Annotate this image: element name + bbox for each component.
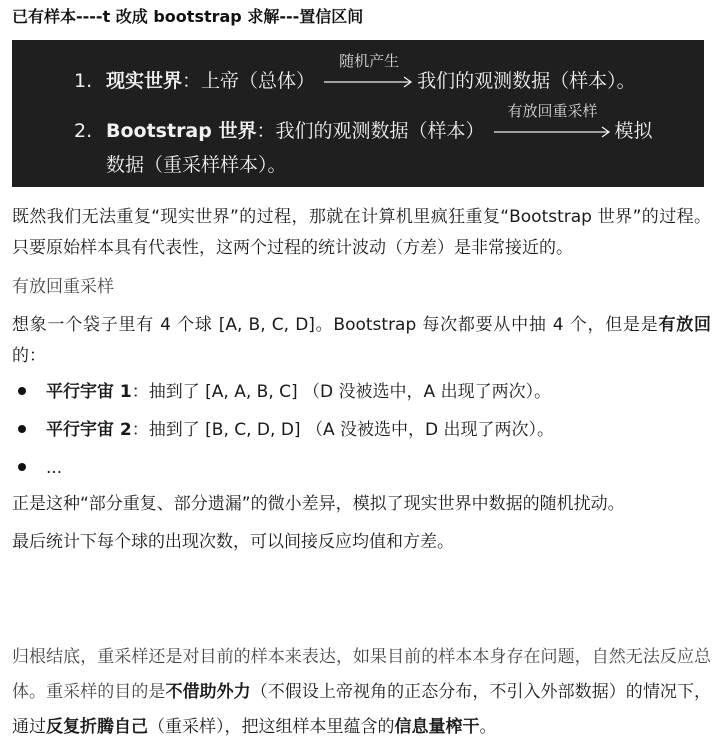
box-item-2 [74,102,653,143]
box-item-1 [74,52,636,93]
paragraph-1: 既然我们无法重复“现实世界”的过程，那就在计算机里疯狂重复“Bootstrap 世界”的过程。只要原始样本具有代表性，这两个过程的统计波动（方差）是非常接近的。 [12,207,711,258]
paragraph-3: 正是这种“部分重复、部分遗漏”的微小差异，模拟了现实世界中数据的随机扰动。 [12,494,625,514]
bullet-icon [18,387,26,395]
list-item [12,453,62,484]
list-item [12,377,551,408]
paragraph-5-text: 归根结底，重采样还是对目前的样本来表达，如果目前的样本本身存在问题，自然无法反应总体。重采样的目的是 [12,647,711,702]
list-item-bold: 平行宇宙 1 [46,382,132,402]
paragraph-2 [12,310,711,372]
list-item [12,415,554,446]
arrow-icon [494,102,612,142]
item-number: 1. [74,70,93,92]
paragraph-5-text: （不假设上帝视角的正态分布，不引入外部数据）的情况下，通过 [12,682,712,737]
arrow-icon [324,52,414,92]
paragraph-5-bold: 信息量榨干 [394,717,480,737]
paragraph-4: 最后统计下每个球的出现次数，可以间接反应均值和方差。 [12,532,454,552]
paragraph-5-bold: 反复折腾自己 [46,717,148,737]
subheading: 有放回重采样 [12,277,114,297]
paragraph-5-bold: 不借助外力 [165,682,251,702]
bullet-icon [18,425,26,433]
list-item-bold: 平行宇宙 2 [46,420,132,440]
item-after: 我们的观测数据（样本）。 [417,70,636,92]
paragraph-2-bold: 有放回 [658,315,712,335]
item-term: Bootstrap 世界 [106,120,257,142]
item-after: 模拟 [614,120,653,142]
item-number: 2. [74,120,93,142]
list-item-text: ：抽到了 [A, A, B, C] （D 没被选中，A 出现了两次）。 [131,382,552,402]
paragraph-5-text: （重采样），把这组样本里蕴含的 [148,717,395,737]
paragraph-2-text: 想象一个袋子里有 4 个球 [A, B, C, D]。Bootstrap 每次都要从中抽 4 个，但是是 [12,315,659,335]
list-item-text: ：抽到了 [B, C, D, D] （A 没被选中，D 出现了两次）。 [131,420,554,440]
arrow-label: 有放回重采样 [507,102,598,120]
paragraph-2-tail: 的： [12,346,46,366]
list-item-text: ... [46,458,63,478]
item-text: ：上帝（总体） [182,70,316,92]
paragraph-5-text: 。 [479,717,497,737]
paragraph-5 [12,640,711,745]
page-title: 已有样本----t 改成 bootstrap 求解---置信区间 [12,7,364,26]
bullet-icon [18,463,26,471]
box-item-2-line2: 数据（重采样样本）。 [106,154,287,176]
item-text: ：我们的观测数据（样本） [256,120,485,142]
arrow-label: 随机产生 [339,52,400,70]
summary-box [12,40,704,187]
item-term: 现实世界 [106,70,183,92]
